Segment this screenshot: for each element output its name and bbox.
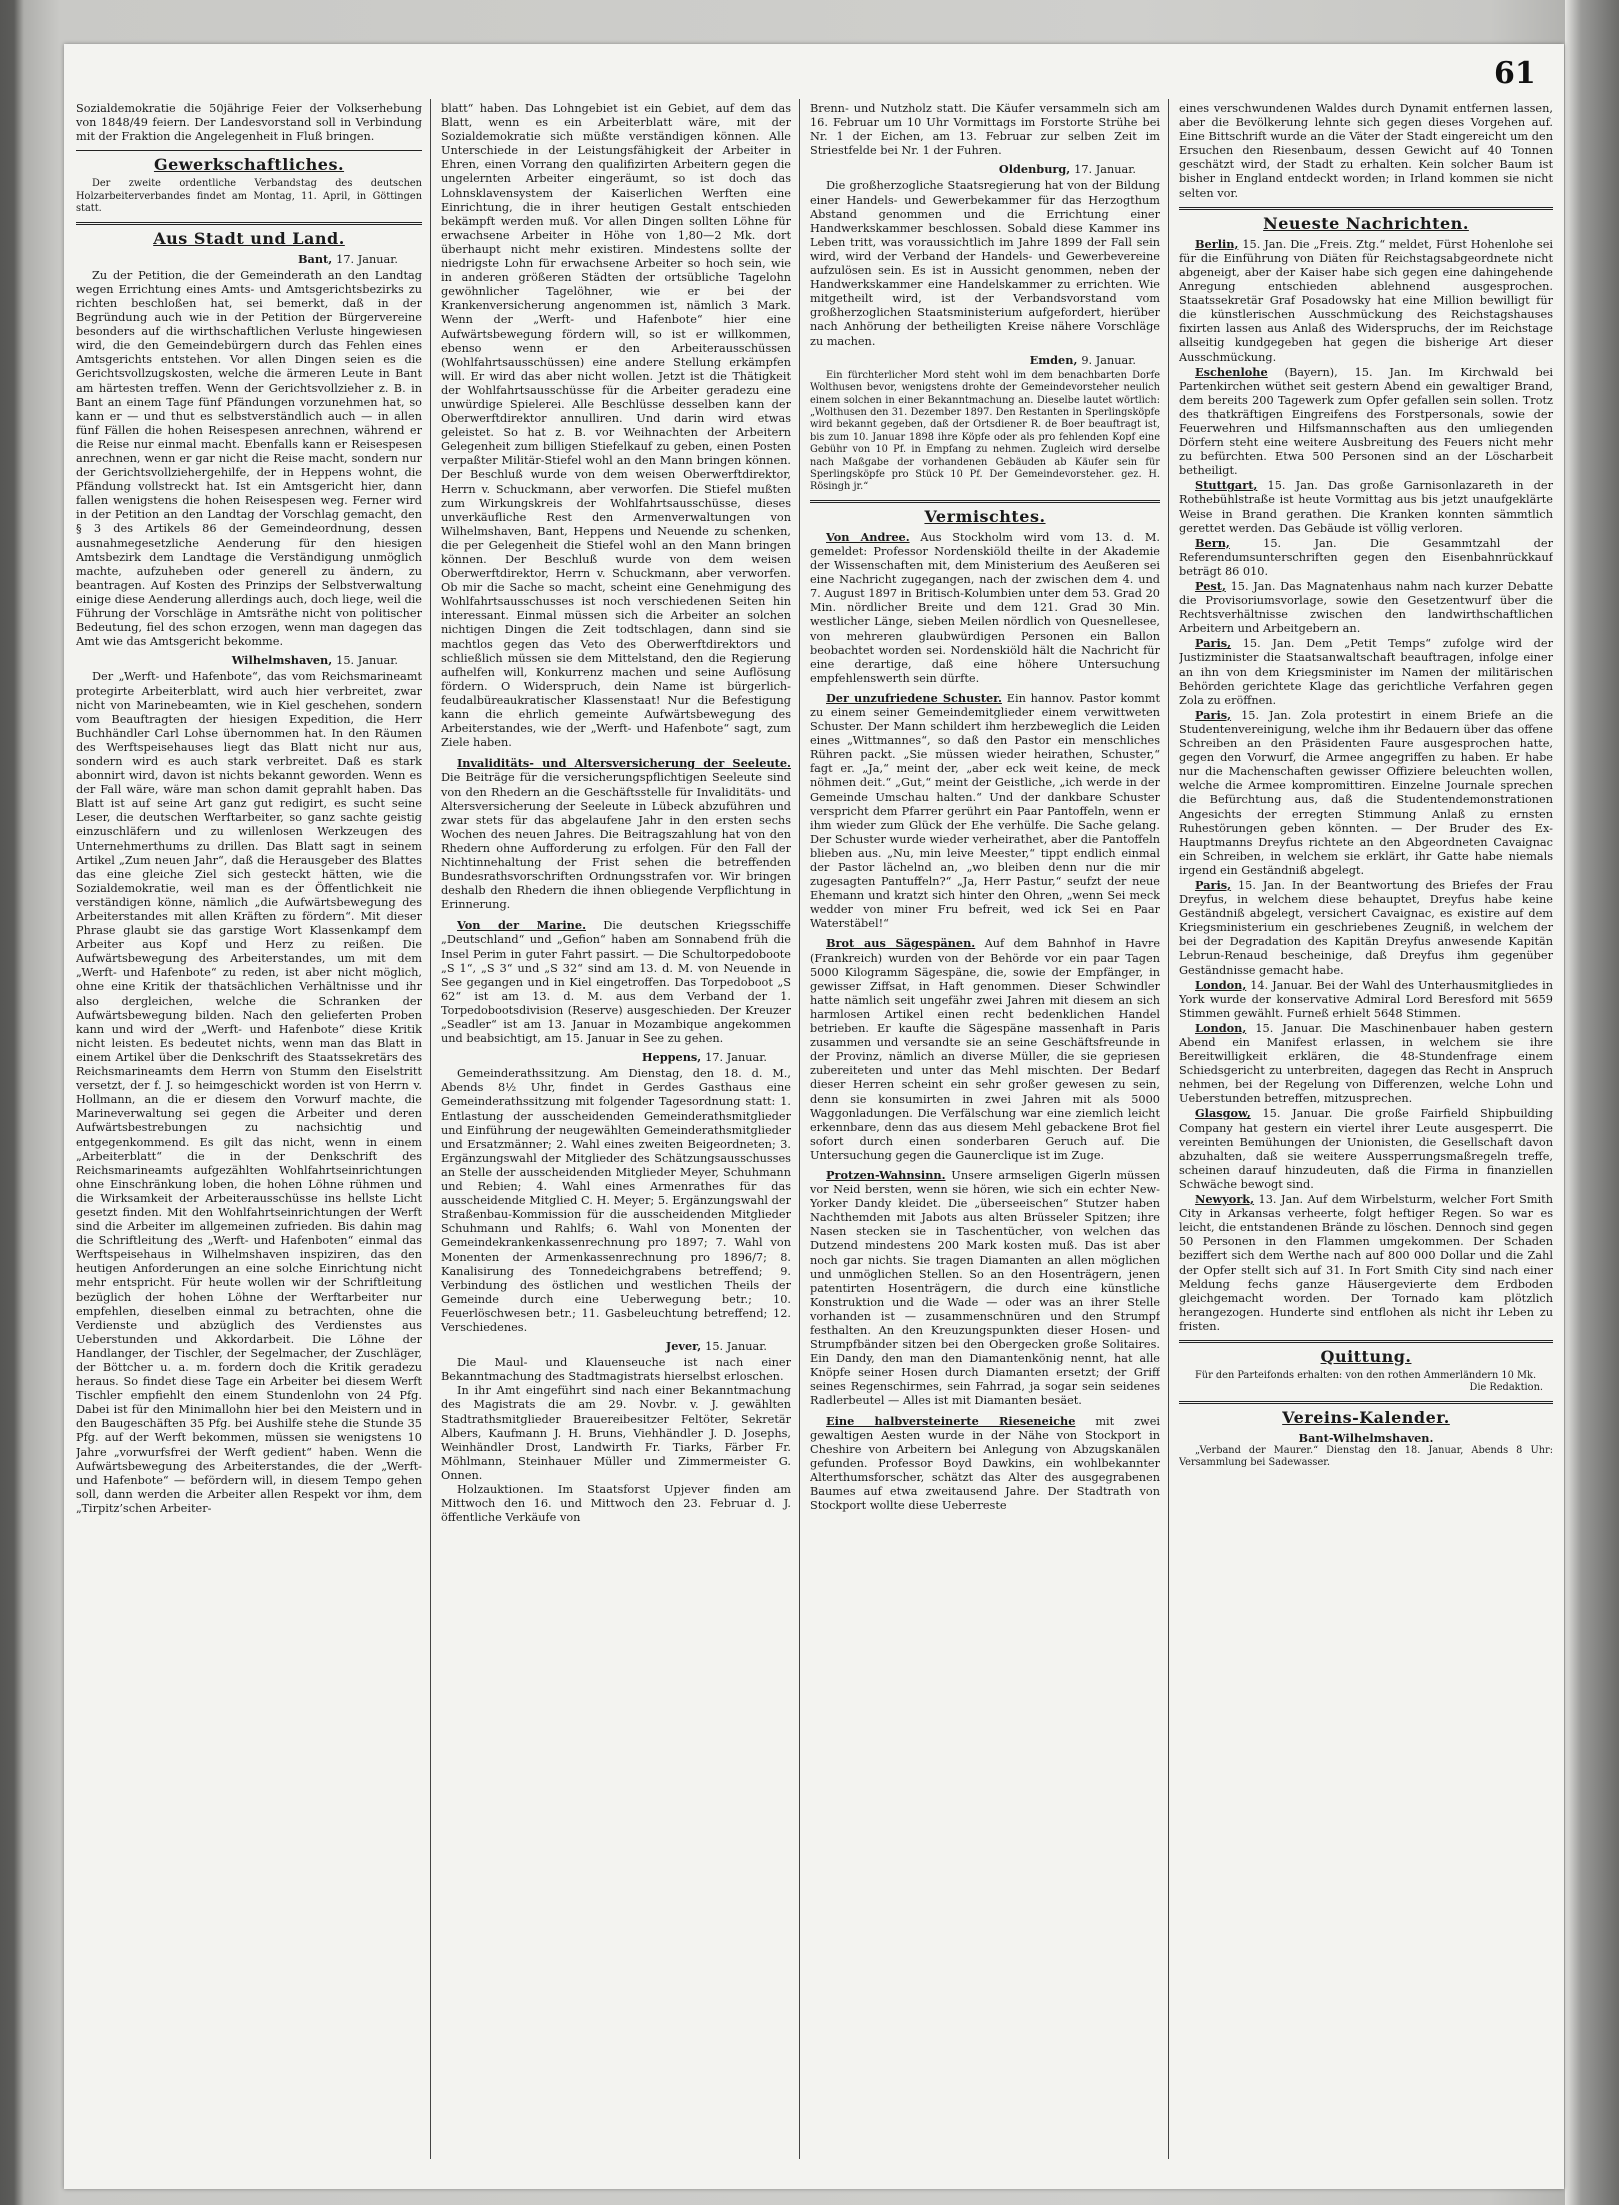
news-body: 15. Januar. Die große Fairfield Shipbuilding Company hat gestern ein viertel ihrer Leute ausgesperrt. Die vereinten Bemühungen der Unionisten, die Gesellschaft davon abzuhalten, daß sie weitere Aussperrungsmaßregeln treffe, scheinen darauf hinzudeuten, daß die Firma in finanziellen Schwäche bewogt sind.	[1179, 1107, 1553, 1191]
article-heading: Der unzufriedene Schuster.	[826, 690, 1002, 705]
article-bant: Zu der Petition, die der Gemeinderath an den Landtag wegen Errichtung eines Amts- und Amtsgerichtsbezirks zu richten beschloßen hat, sei bemerkt, daß in der Begründung auch wie in der Petition der Bürgervereine besonders auf die wirthschaftlichen Verluste hingewiesen wird, die den Gemeindebürgern durch das Fehlen eines Amtsgerichts entstehen. Vor allen Dingen seien es die Gerichtsvollzugskosten, welche die ärmeren Leute in Bant am härtesten treffen. Wenn der Gerichtsvollzieher z. B. in Bant an einem Tage fünf Pfändungen vorzunehmen hat, so kann er — und thut es selbstverständlich auch — in allen fünf Fällen die hohen Reisespesen anrechnen, während er die Reise nur einmal macht. Ebenfalls kann er Reisespesen anrechnen, wenn er gar nicht die Reise macht, sondern nur der Gerichtsvollziehergehilfe, der in Heppens wohnt, die Pfändung vollstreckt hat. Ist ein Amtsgericht hier, dann fallen wenigstens die hohen Reisespesen weg. Ferner wird in der Petition an den Landtag der Vorschlag gemacht, den § 3 des Artikels 86 der Gemeindeordnung, dessen ausnahmegesetzliche Aenderung für den hiesigen Amtsbezirk dem Landtage die Verständigung unmöglich machte, aufzuheben oder generell zu ändern, zu beantragen. Auf Kosten des Prinzips der Selbstverwaltung einige diese Aenderung allerdings auch, doch liege, weil die Führung der Vorschläge in Amtsräthe nicht von politischer Bedeutung, fiel des schon erzogen, wenn man dagegen das Amt wie das Amtsgericht bekomme.	[76, 268, 422, 649]
article-schuster	[810, 691, 1160, 932]
article-continuation: Brenn- und Nutzholz statt. Die Käufer versammeln sich am 16. Februar um 10 Uhr Vormittags im Forstorte Strühe bei Nr. 1 der Eichen, am 13. Februar zur selben Zeit im Striestfelde bei Nr. 1 der Fuhren.	[810, 102, 1160, 158]
section-heading-stadt-und-land: Aus Stadt und Land.	[153, 228, 345, 248]
news-item	[1179, 365, 1553, 479]
column-1	[76, 102, 422, 2177]
news-place: Stuttgart,	[1195, 478, 1258, 493]
section-heading-neueste-nachrichten: Neueste Nachrichten.	[1263, 213, 1469, 233]
article-oldenburg: Die großherzogliche Staatsregierung hat von der Bildung einer Handels- und Gewerbekammer für das Herzogthum Abstand genommen und die Errichtung einer Handwerkskammer beschlossen. Sobald diese Kammer ins Leben tritt, was voraussichtlich im Jahre 1899 der Fall sein wird, wird der Verband der Handels- und Gewerbevereine aufzulösen sein. Es ist in Aussicht genommen, neben der Handwerkskammer eine Handelskammer zu errichten. Wie mitgetheilt wird, ist der Verbandsvorstand vom großherzoglichen Staatsministerium aufgefordert, hierüber nach Anhörung der betheiligten Kreise nähere Vorschläge zu machen.	[810, 179, 1160, 348]
news-item	[1179, 978, 1553, 1021]
dateline	[441, 1050, 791, 1065]
column-4	[1179, 102, 1553, 2177]
page-number: 61	[1494, 56, 1536, 91]
article-invaliditaet	[441, 756, 791, 912]
news-place: London,	[1195, 977, 1247, 992]
article-body: Ein hannov. Pastor kommt zu einem seiner Gemeindemitglieder einem verwittweten Schuster. Der Mann schildert ihm herzbeweglich die Leiden eines „Wittmannes“, so daß den Pastor ein menschliches Rühren packt. „Sie müssen wieder heirathen, Schuster,“ fagt er. „Ja,“ meint der, „aber eck weit keine, de meck nöhmen deit.“ „Gut,“ meint der Geistliche, „ich werde in der Gemeinde Umschau halten.“ Und der dankbare Schuster verspricht dem Pfarrer gerührt ein Paar Pantoffeln, wenn er ihm wieder zum Glück der Ehe verhülfe. Die Sache gelang. Der Schuster wurde wieder verheirathet, aber die Pantoffeln blieben aus. „Nu, min leive Meester,“ tippt endlich einmal der Pastor lächelnd an, „wo bleiben denn nur die mir zugesagten Pantuffeln?“ „Ja, Herr Pastur,“ seufzt der neue Ehemann und kratzt sich hinter den Ohren, „wenn Sei meck wedder von miner Fru befreit, wed ick Sei en Paar Waterstäbel!“	[810, 691, 1160, 931]
news-place: Bern,	[1195, 535, 1230, 550]
news-item	[1179, 1192, 1553, 1334]
dateline-date: 15. Januar.	[336, 654, 398, 668]
column-2	[441, 102, 791, 2177]
dateline	[810, 353, 1160, 368]
article-body: Unsere armseligen Gigerln müssen vor Neid bersten, wenn sie hören, wie sich ein echter New-Yorker Dandy kleidet. Die „überseeischen“ Stutzer haben Nachthemden mit Jabots aus alten Brüsseler Spitzen; ihre Nasen stecken sie in Taschentücher, von welchen das Dutzend mindestens 200 Mark kosten muß. Das ist aber noch gar nichts. Sie tragen Diamanten an allen möglichen und unmöglichen Stellen. So an den Hosenträgern, jenen patentirten Hosenträgern, die durch eine künstliche Konstruktion und die Wade — oder was an ihrer Stelle vorhanden ist — zusammenschnüren und den Strumpf festhalten. An den Kreuzungspunkten dieser Hosen- und Strumpfbänder sitzen bei den Obergecken große Solitaires. Ein Dandy, den man den Diamantenkönig nennt, hat alle Knöpfe seiner Hosen durch Diamanten ersetzt; der Griff seines Regenschirmes, sein Fahrrad, ja sogar sein seidenes Radlerbeutel — Alles ist mit Diamanten besäet.	[810, 1168, 1160, 1408]
news-body: 13. Jan. Auf dem Wirbelsturm, welcher Fort Smith City in Arkansas verheerte, folgt heftiger Regen. So war es leicht, die entstandenen Brände zu löschen. Dennoch sind gegen 50 Personen in den Flammen umgekommen. Der Schaden beziffert sich dem Werthe nach auf 800 000 Dollar und die Zahl der Opfer stellt sich auf 31. In Fort Smith City sind nach einer Meldung fechs ganze Häusergevierte dem Erdboden gleichgemacht worden. Der Tornado kam plötzlich herangezogen. Hunderte sind entflohen als nicht ihr Leben zu fristen.	[1179, 1193, 1553, 1333]
divider	[76, 222, 422, 225]
column-rule	[1168, 99, 1169, 2159]
column-rule	[799, 99, 800, 2159]
article-heading: Von der Marine.	[457, 918, 587, 933]
section-heading-quittung: Quittung.	[1320, 1346, 1412, 1366]
article-body: Aus Stockholm wird vom 13. d. M. gemeldet: Professor Nordenskiöld theilte in der Akademie der Wissenschaften mit, dem Ministerium des Aeußeren sei eine Nachricht zugegangen, nach der zwischen dem 4. und 7. August 1897 in Britisch-Kolumbien unter dem 53. Grad 20 Min. nördlicher Breite und dem 121. Grad 30 Min. westlicher Länge, sieben Meilen nördlich von Quesnellesee, von mehreren glaubwürdigen Personen ein Ballon beobachtet worden sei. Nordenskiöld hält die Nachricht für eine derartige, daß eine höhere Untersuchung empfehlenswerth sein dürfte.	[810, 530, 1160, 685]
news-item	[1179, 536, 1553, 579]
news-place: Glasgow,	[1195, 1106, 1251, 1121]
article-gewerkschaft: Der zweite ordentliche Verbandstag des deutschen Holzarbeiterverbandes findet am Montag, 11. April, in Göttingen statt.	[76, 178, 422, 215]
dateline-date: 17. Januar.	[705, 1051, 767, 1065]
article-emden: Ein fürchterlicher Mord steht wohl im dem benachbarten Dorfe Wolthusen bevor, wenigstens drohte der Gemeindevorsteher neulich einem solchen in einer Bekanntmachung an. Dieselbe lautet wörtlich: „Wolthusen den 31. Dezember 1897. Den Restanten in Sperlingsköpfe wird bekannt gegeben, daß der Ortsdiener R. de Boer beauftragt ist, bis zum 10. Januar 1898 ihre Köpfe oder als pro fehlenden Kopf eine Gebühr von 10 Pf. in Empfang zu nehmen. Zugleich wird derselbe nach Maßgabe der vorhandenen Gebäuden ab Käufer sein für Sperlingsköpfe pro Stück 10 Pf. Der Gemeindevorsteher. gez. H. Rösingh jr.“	[810, 369, 1160, 493]
divider	[1179, 207, 1553, 210]
dateline-date: 9. Januar.	[1081, 353, 1136, 367]
news-place: Paris,	[1195, 877, 1232, 892]
quittung-signature: Die Redaktion.	[1469, 1382, 1543, 1394]
news-body: 15. Jan. Das Magnatenhaus nahm nach kurzer Debatte die Provisoriumsvorlage, sowie den Gesetzentwurf über die Rechtsverhältnisse zwischen den landwirthschaftlichen Arbeitern und Arbeitgebern an.	[1179, 580, 1553, 636]
newspaper-page	[64, 44, 1564, 2189]
news-place: Paris,	[1195, 707, 1232, 722]
news-item	[1179, 1106, 1553, 1192]
article-continuation: eines verschwundenen Waldes durch Dynamit entfernen lassen, aber die Bevölkerung lehnte sich gegen dieses Vorgehen auf. Eine Bittschrift wurde an die Väter der Stadt eingereicht um den Ersuchen den Riesenbaum, dessen Gewicht auf 40 Tonnen geschätzt wird, der Stadt zu erhalten. Kein solcher Baum ist bisher in England entdeckt worden; in Irland kommen sie nicht selten vor.	[1179, 102, 1553, 200]
dateline-place: Heppens,	[641, 1050, 702, 1065]
divider	[1179, 1401, 1553, 1404]
article-heading: Protzen-Wahnsinn.	[826, 1167, 946, 1182]
news-body: (Bayern), 15. Jan. Im Kirchwald bei Partenkirchen wüthet seit gestern Abend ein gewaltiger Brand, dem bereits 200 Tagewerk zum Opfer gefallen sein sollen. Trotz des thatkräftigen Eingreifens des Forstpersonals, sowie der Feuerwehren und Hilfsmannschaften aus den umliegenden Dörfern steht eine weitere Ausbreitung des Feuers nicht mehr zu befürchten. Etwa 500 Personen sind an der Löscharbeit betheiligt.	[1179, 365, 1553, 478]
news-body: 15. Jan. In der Beantwortung des Briefes der Frau Dreyfus, in welchem diese behauptet, Dreyfus habe keine Geständniß abgelegt, versichert Cavaignac, es existire auf dem Kriegsministerium ein geschriebenes Zeugniß, in welchem der bei der Degradation des Kapitän Dreyfus anwesende Kapitän Lebrun-Renaud bescheinige, daß Dreyfus ihm gegenüber Geständnisse gemacht habe.	[1179, 878, 1553, 977]
news-place: Berlin,	[1195, 236, 1239, 251]
news-body: 15. Jan. Das große Garnisonlazareth in der Rothebühlstraße ist heute Vormittag aus bis jetzt unaufgeklärte Weise in Brand gerathen. Die Kranken konnten sämmtlich gerettet werden. Das Gebäude ist völlig verloren.	[1179, 479, 1553, 535]
news-item	[1179, 878, 1553, 978]
vereins-kalender-entry: „Verband der Maurer.“ Dienstag den 18. Januar, Abends 8 Uhr: Versammlung bei Sadewasser.	[1179, 1445, 1553, 1469]
article-intro: Sozialdemokratie die 50jährige Feier der Volkserhebung von 1848/49 feiern. Der Landesvorstand soll in Verbindung mit der Fraktion die Angelegenheit in Fluß bringen.	[76, 102, 422, 144]
news-item	[1179, 708, 1553, 878]
dateline-place: Oldenburg,	[998, 162, 1071, 177]
article-marine	[441, 918, 791, 1046]
news-place: Newyork,	[1195, 1192, 1255, 1207]
news-item	[1179, 579, 1553, 636]
dateline-date: 15. Januar.	[705, 1340, 767, 1354]
news-place: Eschenlohe	[1195, 364, 1268, 379]
news-item	[1179, 636, 1553, 707]
dateline	[76, 653, 422, 668]
news-body: 14. Januar. Bei der Wahl des Unterhausmitgliedes in York wurde der konservative Admiral Lord Beresford mit 5659 Stimmen gewählt. Furneß erhielt 5648 Stimmen.	[1179, 978, 1553, 1020]
news-item	[1179, 478, 1553, 535]
article-brot	[810, 936, 1160, 1163]
article-heading: Von Andree.	[826, 529, 910, 544]
article-holzauktionen: Holzauktionen. Im Staatsforst Upjever finden am Mittwoch den 16. und Mittwoch den 23. Februar d. J. öffentliche Verkäufe von	[441, 1483, 791, 1525]
article-body: Die Beiträge für die versicherungspflichtigen Seeleute sind von den Rhedern an die Geschäftsstelle für Invaliditäts- und Altersversicherung der Seeleute in Lübeck abzuführen und zwar stets für das abgelaufene Jahr in den ersten sechs Wochen des neuen Jahres. Die Beitragszahlung hat von den Rhedern ohne Aufforderung zu erfolgen. Für den Fall der Nichtinnehaltung der Frist sehen die betreffenden Bundesrathsvorschriften Ordnungsstrafen vor. Wir bringen deshalb den Rhedern die ihnen obliegende Verpflichtung in Erinnerung.	[441, 771, 791, 912]
news-item	[1179, 237, 1553, 365]
article-body: mit zwei gewaltigen Aesten wurde in der Nähe von Stockport in Cheshire von Arbeitern bei Anlegung von Abzugskanälen gefunden. Professor Boyd Dawkins, ein wohlbekannter Alterthumsforscher, schätzt das Alter des ausgegrabenen Baumes auf etwa zweitausend Jahre. Der Stadtrath von Stockport wollte diese Ueberreste	[810, 1414, 1160, 1513]
divider	[810, 500, 1160, 503]
article-rieseneiche	[810, 1414, 1160, 1514]
section-heading-gewerkschaftliches: Gewerkschaftliches.	[153, 155, 345, 175]
article-heading: Brot aus Sägespänen.	[826, 936, 976, 951]
article-heppens: Gemeinderathssitzung. Am Dienstag, den 18. d. M., Abends 8½ Uhr, findet in Gerdes Gasthaus eine Gemeinderathssitzung mit folgender Tagesordnung statt: 1. Entlastung der ausscheidenden Gemeinderathsmitglieder und Einführung der neugewählten Gemeinderathsmitglieder und Ersatzmänner; 2. Wahl eines zweiten Beigeordneten; 3. Ergänzungswahl der Mitglieder des Schätzungsausschusses an Stelle der ausscheidenden Mitglieder Meyer, Schuhmann und Rebien; 4. Wahl eines Armenrathes für das ausscheidende Mitglied C. H. Meyer; 5. Ergänzungswahl der Straßenbau-Kommission für die ausscheidenden Mitglieder Schuhmann und Rahlfs; 6. Wahl von Monenten der Gemeindekrankenkassenrechnung pro 1897; 7. Wahl von Monenten der Armenkassenrechnung pro 1896/7; 8. Kanalisirung des Tonnedeichgrabens betreffend; 9. Verbindung des östlichen und westlichen Theils der Gemeinde durch eine Ueberwegung betr.; 10. Feuerlöschwesen betr.; 11. Gasbeleuchtung betreffend; 12. Verschiedenes.	[441, 1067, 791, 1334]
page-edge-shadow	[1565, 0, 1619, 2205]
article-body: Auf dem Bahnhof in Havre (Frankreich) wurden von der Behörde vor ein paar Tagen 5000 Kilogramm Sägespäne, die, sowie der Empfänger, in gewisser Ziffsat, in Haft genommen. Dieser Schwindler hatte nämlich seit ungefähr zwei Jahren mit diesem an sich harmlosen Artikel einen recht bedenklichen Handel betrieben. Er kaufte die Sägespäne massenhaft in Paris zusammen und versandte sie an seine Geschäftsfreunde in der Provinz, nämlich an diverse Müller, die sie gepriesen zubereiteten und unter das Mehl mischten. Der Bedarf dieser Herren scheint ein sehr großer gewesen zu sein, denn sie konsumirten in zwei Jahren mit als 5000 Waggonladungen. Die Verfälschung war eine ziemlich leicht erkennbare, denn das aus diesem Mehl gebackene Brot fiel sofort durch einen sonderbaren Geruch auf. Die Untersuchung gegen die Gaunerclique ist im Zuge.	[810, 937, 1160, 1162]
dateline	[76, 252, 422, 267]
divider	[1179, 1340, 1553, 1343]
vereins-kalender-location: Bant-Wilhelmshaven.	[1298, 1430, 1434, 1445]
dateline-place: Jever,	[665, 1339, 702, 1354]
news-body: 15. Januar. Die Maschinenbauer haben gestern Abend ein Manifest erlassen, in welchem sie ihre Bereitwilligkeit erklären, die 48-Stundenfrage einem Schiedsgericht zu unterbreiten, dagegen das Recht in Anspruch nehmen, bei der Regelung von Differenzen, welche Lohn und Ueberstunden betreffen, mitzusprechen.	[1179, 1021, 1553, 1106]
news-place: Pest,	[1195, 579, 1226, 593]
article-protzen	[810, 1168, 1160, 1409]
dateline-place: Wilhelmshaven,	[231, 653, 333, 668]
news-body: 15. Jan. Zola protestirt in einem Briefe an die Studentenvereinigung, welche ihm ihr Bedauern über das offene Schreiben an den Präsidenten Faure ausgesprochen hatte, gegen den Vorwurf, die Armee angegriffen zu haben. Er habe nur die Machenschaften gewisser Offiziere beleuchten wollen, welche die Armee kompromittiren. Einzelne Journale sprechen die Befürchtung aus, daß die Studentendemonstrationen Angesichts der erregten Stimmung Anlaß zu ernsten Ruhestörungen geben könnten. — Der Bruder des Ex-Hauptmanns Dreyfus richtete an den Abgeordneten Cavaignac ein Schreiben, in welchem sie erklärt, ihr Gatte habe niemals irgend ein Geständniß abgelegt.	[1179, 708, 1553, 877]
column-3	[810, 102, 1160, 2177]
news-place: London,	[1195, 1020, 1247, 1035]
article-body: Die deutschen Kriegsschiffe „Deutschland“ und „Gefion“ haben am Sonnabend früh die Insel Perim in guter Fahrt passirt. — Die Schultorpedoboote „S 1“, „S 3“ und „S 32“ sind am 13. d. M. von Neuende in See gegangen und in Kiel eingetroffen. Das Torpedoboot „S 62“ ist am 13. d. M. aus dem Verband der 1. Torpedobootsdivision (Reserve) ausgeschieden. Der Kreuzer „Seadler“ ist am 13. Januar in Mozambique angekommen und beabsichtigt, am 15. Januar in See zu gehen.	[441, 919, 791, 1046]
dateline	[810, 162, 1160, 177]
divider	[76, 150, 422, 151]
news-body: 15. Jan. Die Gesammtzahl der Referendumsunterschriften gegen den Eisenbahnrückkauf beträgt 86 010.	[1179, 536, 1553, 578]
section-heading-vermischtes: Vermischtes.	[924, 506, 1046, 526]
dateline-place: Bant,	[297, 251, 333, 266]
article-andree	[810, 530, 1160, 686]
news-body: 15. Jan. Dem „Petit Temps“ zufolge wird der Justizminister die Staatsanwaltschaft beauftragen, infolge einer an ihn von dem Kriegsminister im Namen der militärischen Behörden gerichtete Klage das gerichtliche Verfahren gegen Zola zu eröffnen.	[1179, 637, 1553, 707]
section-heading-vereins-kalender: Vereins-Kalender.	[1282, 1407, 1450, 1427]
article-heading: Invaliditäts- und Altersversicherung der Seeleute.	[457, 756, 791, 771]
news-place: Paris,	[1195, 636, 1232, 651]
dateline-place: Emden,	[1029, 352, 1078, 367]
dateline-date: 17. Januar.	[1074, 163, 1136, 177]
article-jever-amt: In ihr Amt eingeführt sind nach einer Bekanntmachung des Magistrats die am 29. Novbr. v. J. gewählten Stadtrathsmitglieder Brauereibesitzer Feltöter, Sekretär Albers, Kaufmann J. H. Bruns, Viehhändler J. D. Josephs, Weinhändler Drost, Landwirth Fr. Tiarks, Färber Fr. Möhlmann, Steinhauer Müller und Zimmermeister G. Onnen.	[441, 1384, 791, 1482]
article-continuation: blatt“ haben. Das Lohngebiet ist ein Gebiet, auf dem das Blatt, wenn es ein Arbeiterblatt wäre, mit der Sozialdemokratie sich müßte verständigen können. Alle Unterschiede in der Leistungsfähigkeit der Arbeiter in Ehren, einen Vorrang den qualifizirten Arbeitern gegen die ungelernten Arbeiter eingeräumt, so ist doch das Lohnsklavensystem der Kaiserlichen Werften eine Einrichtung, die in ihrer heutigen Gestalt entschieden bekämpft werden muß. Vor allen Dingen sollten Löhne für erwachsene Arbeiter in Höhe von 1,80—2 Mk. dort überhaupt nicht mehr existiren. Mindestens sollte der niedrigste Lohn für erwachsene Arbeiter so hoch sein, wie in anderen größeren Städten der ortsübliche Tagelohn gewöhnlicher Tagelöhner, wie er bei der Krankenversicherung angenommen ist, nämlich 3 Mark. Wenn der „Werft- und Hafenbote“ hier eine Aufwärtsbewegung fördern will, so ist er willkommen, ebenso wenn er den Arbeiterausschüssen (Wohlfahrtsausschüssen) eine andere Stellung erkämpfen will. Er wird das aber nicht wollen. Jetzt ist die Thätigkeit der Wohlfahrtsausschüsse für die Arbeiter geradezu eine unwürdige Spielerei. Alle Beschlüsse desselben kann der Oberwerftdirektor annulliren. Und darin wird etwas geleistet. So hat z. B. vor Weihnachten der Arbeitern Gelegenheit zum billigen Stiefelkauf zu geben, einen Posten verpaßter Militär-Stiefel wohl an den Mann bringen können. Der Beschluß wurde von dem weisen Oberwerftdirektor, Herrn v. Schuckmann, aber verworfen. Die Stiefel mußten zum Wirkungskreis der Wohlfahrtsausschüsse, dieses unverkäufliche Rest den Armenverwaltungen von Wilhelmshaven, Bant, Heppens und Neuende zu schenken, die per Gelegenheit die Stiefel wohl an den Mann bringen können. Der Beschluß wurde von dem weisen Oberwerftdirektor, Herrn v. Schuckmann, aber verworfen. Ob mir die Sache so macht, scheint eine Genehmigung des Wohlfahrtsausschusses ist noch verschiedenen Seiten hin interessant. Einmal müssen sich die Arbeiter an solchen nichtigen Dingen die Zeit todtschlagen, dann sind sie machtlos gegen das Veto des Oberwerftdirektors und schließlich müssen sie dem Mittelstand, den die Regierung aufhelfen will, Konkurrenz machen und seine Auflösung fördern. O Widerspruch, dein Name ist bürgerlich-feudalbüreaukratischer Klassenstaat! Nur die Befestigung kann die ehrlich gemeinte Aufwärtsbewegung des Arbeiterstandes, wie der „Werft- und Hafenbote“ sagt, zum Ziele haben.	[441, 102, 791, 750]
news-item	[1179, 1021, 1553, 1107]
article-heading: Eine halbversteinerte Rieseneiche	[826, 1413, 1076, 1428]
quittung-text: Für den Parteifonds erhalten: von den rothen Ammerländern 10 Mk.	[1195, 1370, 1537, 1382]
dateline-date: 17. Januar.	[336, 252, 398, 266]
column-rule	[430, 99, 431, 2159]
news-body: 15. Jan. Die „Freis. Ztg.“ meldet, Fürst Hohenlohe sei für die Einführung von Diäten für Reichstagsabgeordnete nicht abgeneigt, aber der Kaiser habe sich gegen eine dahingehende Anregung entschieden ablehnend ausgesprochen. Staatssekretär Graf Posadowsky hat eine Million bewilligt für die künstlerischen Ausschmückung des Reichstagshauses fixirten lassen aus Anlaß des Widerspruchs, der im Reichstage allseitig kundgegeben hat gegen die bisherige Art dieser Ausschmückung.	[1179, 237, 1553, 364]
article-wilhelmshaven: Der „Werft- und Hafenbote“, das vom Reichsmarineamt protegirte Arbeiterblatt, wird auch hier verbreitet, zwar nicht von Marinebeamten, wie in Kiel geschehen, sondern vom Beauftragten der hiesigen Expedition, die Herr Buchhändler Carl Lohse übernommen hat. In den Räumen des Werftspeisehauses liegt das Blatt nicht nur aus, sondern wird es auch stark verbreitet. Daß es stark abonnirt wird, davon ist nichts bekannt geworden. Wenn es der Fall wäre, wäre man schon damit geprahlt haben. Das Blatt ist auf seine Art ganz gut redigirt, es sucht seine Leser, die deutschen Werftarbeiter, so ganz sachte geistig einzuschläfern und zu willenlosen Werkzeugen des Unternehmerthums zu drillen. Das Blatt sagt in seinem Artikel „Zum neuen Jahr“, daß die Herausgeber des Blattes das eine gleiche Ziel sich gesteckt hätten, wie die Sozialdemokratie, weil man es der Öffentlichkeit nie verständigen könne, nämlich „die Aufwärtsbewegung des Arbeiterstandes mit allen Kräften zu fördern“. Mit dieser Phrase glaubt sie das garstige Wort Klassenkampf dem Arbeiter aus Kopf und Herz zu reißen. Die Aufwärtsbewegung des Arbeiterstandes, um mit dem „Werft- und Hafenbote“ zu reden, ist aber nicht möglich, ohne eine Kritik der thatsächlichen Verhältnisse und ihr also dergleichen, welche die Schranken der Aufwärtsbewegung bilden. Nach den gelieferten Proben kann und wird der „Werft- und Hafenbote“ diese Kritik nicht leisten. Es bedeutet nichts, wenn man das Blatt in einem Artikel über die Denkschrift des Staatssekretärs des Reichsmarineamts dem Herrn von Stumm den Eiselstritt versetzt, der f. J. so heimgeschickt worden ist von Herrn v. Hollmann, an die er diesem den Vorwurf machte, die Marineverwaltung sei gegen die Arbeiter und deren Aufwärtsbestrebungen zu nachsichtig und entgegenkommend. Es gilt das nicht, wenn in einem „Arbeiterblatt“ die in der Denkschrift des Reichsmarineamts aufgezählten Wohlfahrtseinrichtungen ohne Einschränkung loben, die hohen Löhne rühmen und die Wirksamkeit der Arbeiterausschüsse ins hellste Licht gesetzt finden. Mit den Wohlfahrtseinrichtungen der Werft sind die Arbeiter im allgemeinen zufrieden. Bis dahin mag die Schriftleitung des „Werft- und Hafenboten“ einmal das Werftspeisehaus in Wilhelmshaven inspiziren, das den heutigen Anforderungen an eine solche Einrichtung nicht mehr entspricht. Für heute wollen wir der Schriftleitung bezüglich der hohen Löhne der Werftarbeiter nur empfehlen, dieselben einmal zu betrachten, ohne die Verdienste und abzüglich des Verdienstes aus Ueberstunden und Akkordarbeit. Die Löhne der Handlanger, der Tischler, der Segelmacher, der Zuschläger, der Böttcher u. a. m. fordern doch die Kritik geradezu heraus. So findet diese Tage ein Arbeiter bei diesem Werft Tischler empfiehlt den einem Stundenlohn von 24 Pfg. Dabei ist für den Minimallohn hier bei den Meistern und in den Baugeschäften 35 Pfg. bei Aushilfe stehe die Stunde 35 Pfg. auf der Werft bekommen, müssen sie wenigstens 10 Jahre „vorwurfsfrei der Werft gedient“ haben. Wenn die Aufwärtsbewegung des Arbeiterstandes, die der „Werft- und Hafenbote“ — befördern will, in diesem Tempo gehen soll, dann werden die Arbeiter allen Respekt vor ihm, dem „Tirpitz’schen Arbeiter-	[76, 670, 422, 1515]
article-jever-seuche: Die Maul- und Klauenseuche ist nach einer Bekanntmachung des Stadtmagistrats hierselbst erloschen.	[441, 1356, 791, 1384]
dateline	[441, 1339, 791, 1354]
